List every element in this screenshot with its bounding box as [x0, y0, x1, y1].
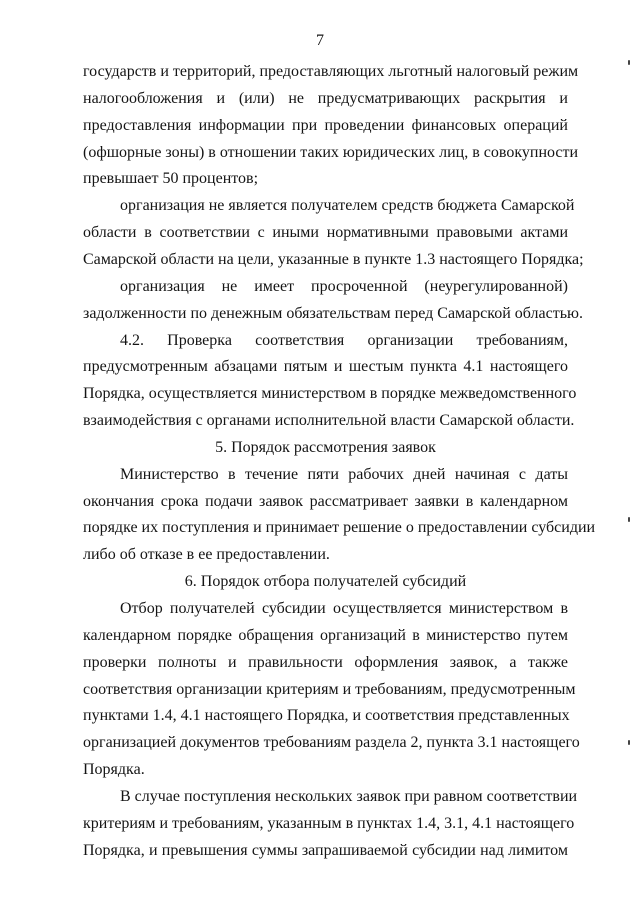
text-line: взаимодействия с органами исполнительной власти Самарской области.: [83, 412, 575, 430]
text-line: Министерство в течение пяти рабочих дней начиная с даты: [120, 465, 568, 483]
text-line: предусмотренным абзацами пятым и шестым пункта 4.1 настоящего: [83, 358, 568, 376]
text-line: либо об отказе в ее предоставлении.: [83, 546, 330, 564]
text-line: области в соответствии с иными нормативными правовыми актами: [83, 224, 568, 242]
text-line: Порядка, осуществляется министерством в порядке межведомственного: [83, 385, 577, 403]
text-line: организация не является получателем средств бюджета Самарской: [120, 197, 575, 215]
text-line: Порядка, и превышения суммы запрашиваемой субсидии над лимитом: [83, 841, 568, 859]
text-line: (офшорные зоны) в отношении таких юридических лиц, в совокупности: [83, 143, 579, 161]
text-line: Отбор получателей субсидии осуществляется министерством в: [120, 600, 568, 617]
text-line: порядке их поступления и принимает решение о предоставлении субсидии: [83, 519, 596, 537]
section-heading: 5. Порядок рассмотрения заявок: [215, 438, 436, 456]
text-line: пунктами 1.4, 4.1 настоящего Порядка, и соответствия представленных: [83, 707, 570, 725]
text-line: Самарской области на цели, указанные в пункте 1.3 настоящего Порядка;: [83, 250, 584, 268]
text-line: проверки полноты и правильности оформления заявок, а также: [83, 653, 568, 671]
text-line: государств и территорий, предоставляющих льготный налоговый режим: [83, 63, 579, 80]
text-line: критериям и требованиям, указанным в пунктах 1.4, 3.1, 4.1 настоящего: [83, 814, 575, 832]
text-line: организацией документов требованиям раздела 2, пункта 3.1 настоящего: [83, 734, 580, 752]
scan-mark: [628, 517, 630, 522]
text-line: В случае поступления нескольких заявок при равном соответствии: [120, 787, 578, 805]
text-line: календарном порядке обращения организаций в министерство путем: [83, 626, 568, 644]
text-line: соответствия организации критериям и требованиям, предусмотренным: [83, 680, 576, 698]
text-line: превышает 50 процентов;: [83, 170, 259, 188]
text-line: предоставления информации при проведении финансовых операций: [83, 116, 568, 134]
text-line: 4.2. Проверка соответствия организации требованиям,: [120, 331, 568, 349]
text-line: задолженности по денежным обязательствам перед Самарской областью.: [83, 304, 583, 322]
text-line: Порядка.: [83, 761, 145, 779]
text-line: организация не имеет просроченной (неурегулированной): [120, 277, 568, 295]
scan-mark: [628, 740, 630, 745]
section-heading: 6. Порядок отбора получателей субсидий: [184, 573, 467, 591]
page-number: 7: [316, 32, 324, 49]
scan-mark: [628, 60, 630, 65]
text-line: окончания срока подачи заявок рассматривает заявки в календарном: [83, 492, 568, 510]
text-line: налогообложения и (или) не предусматривающих раскрытия и: [83, 89, 568, 107]
